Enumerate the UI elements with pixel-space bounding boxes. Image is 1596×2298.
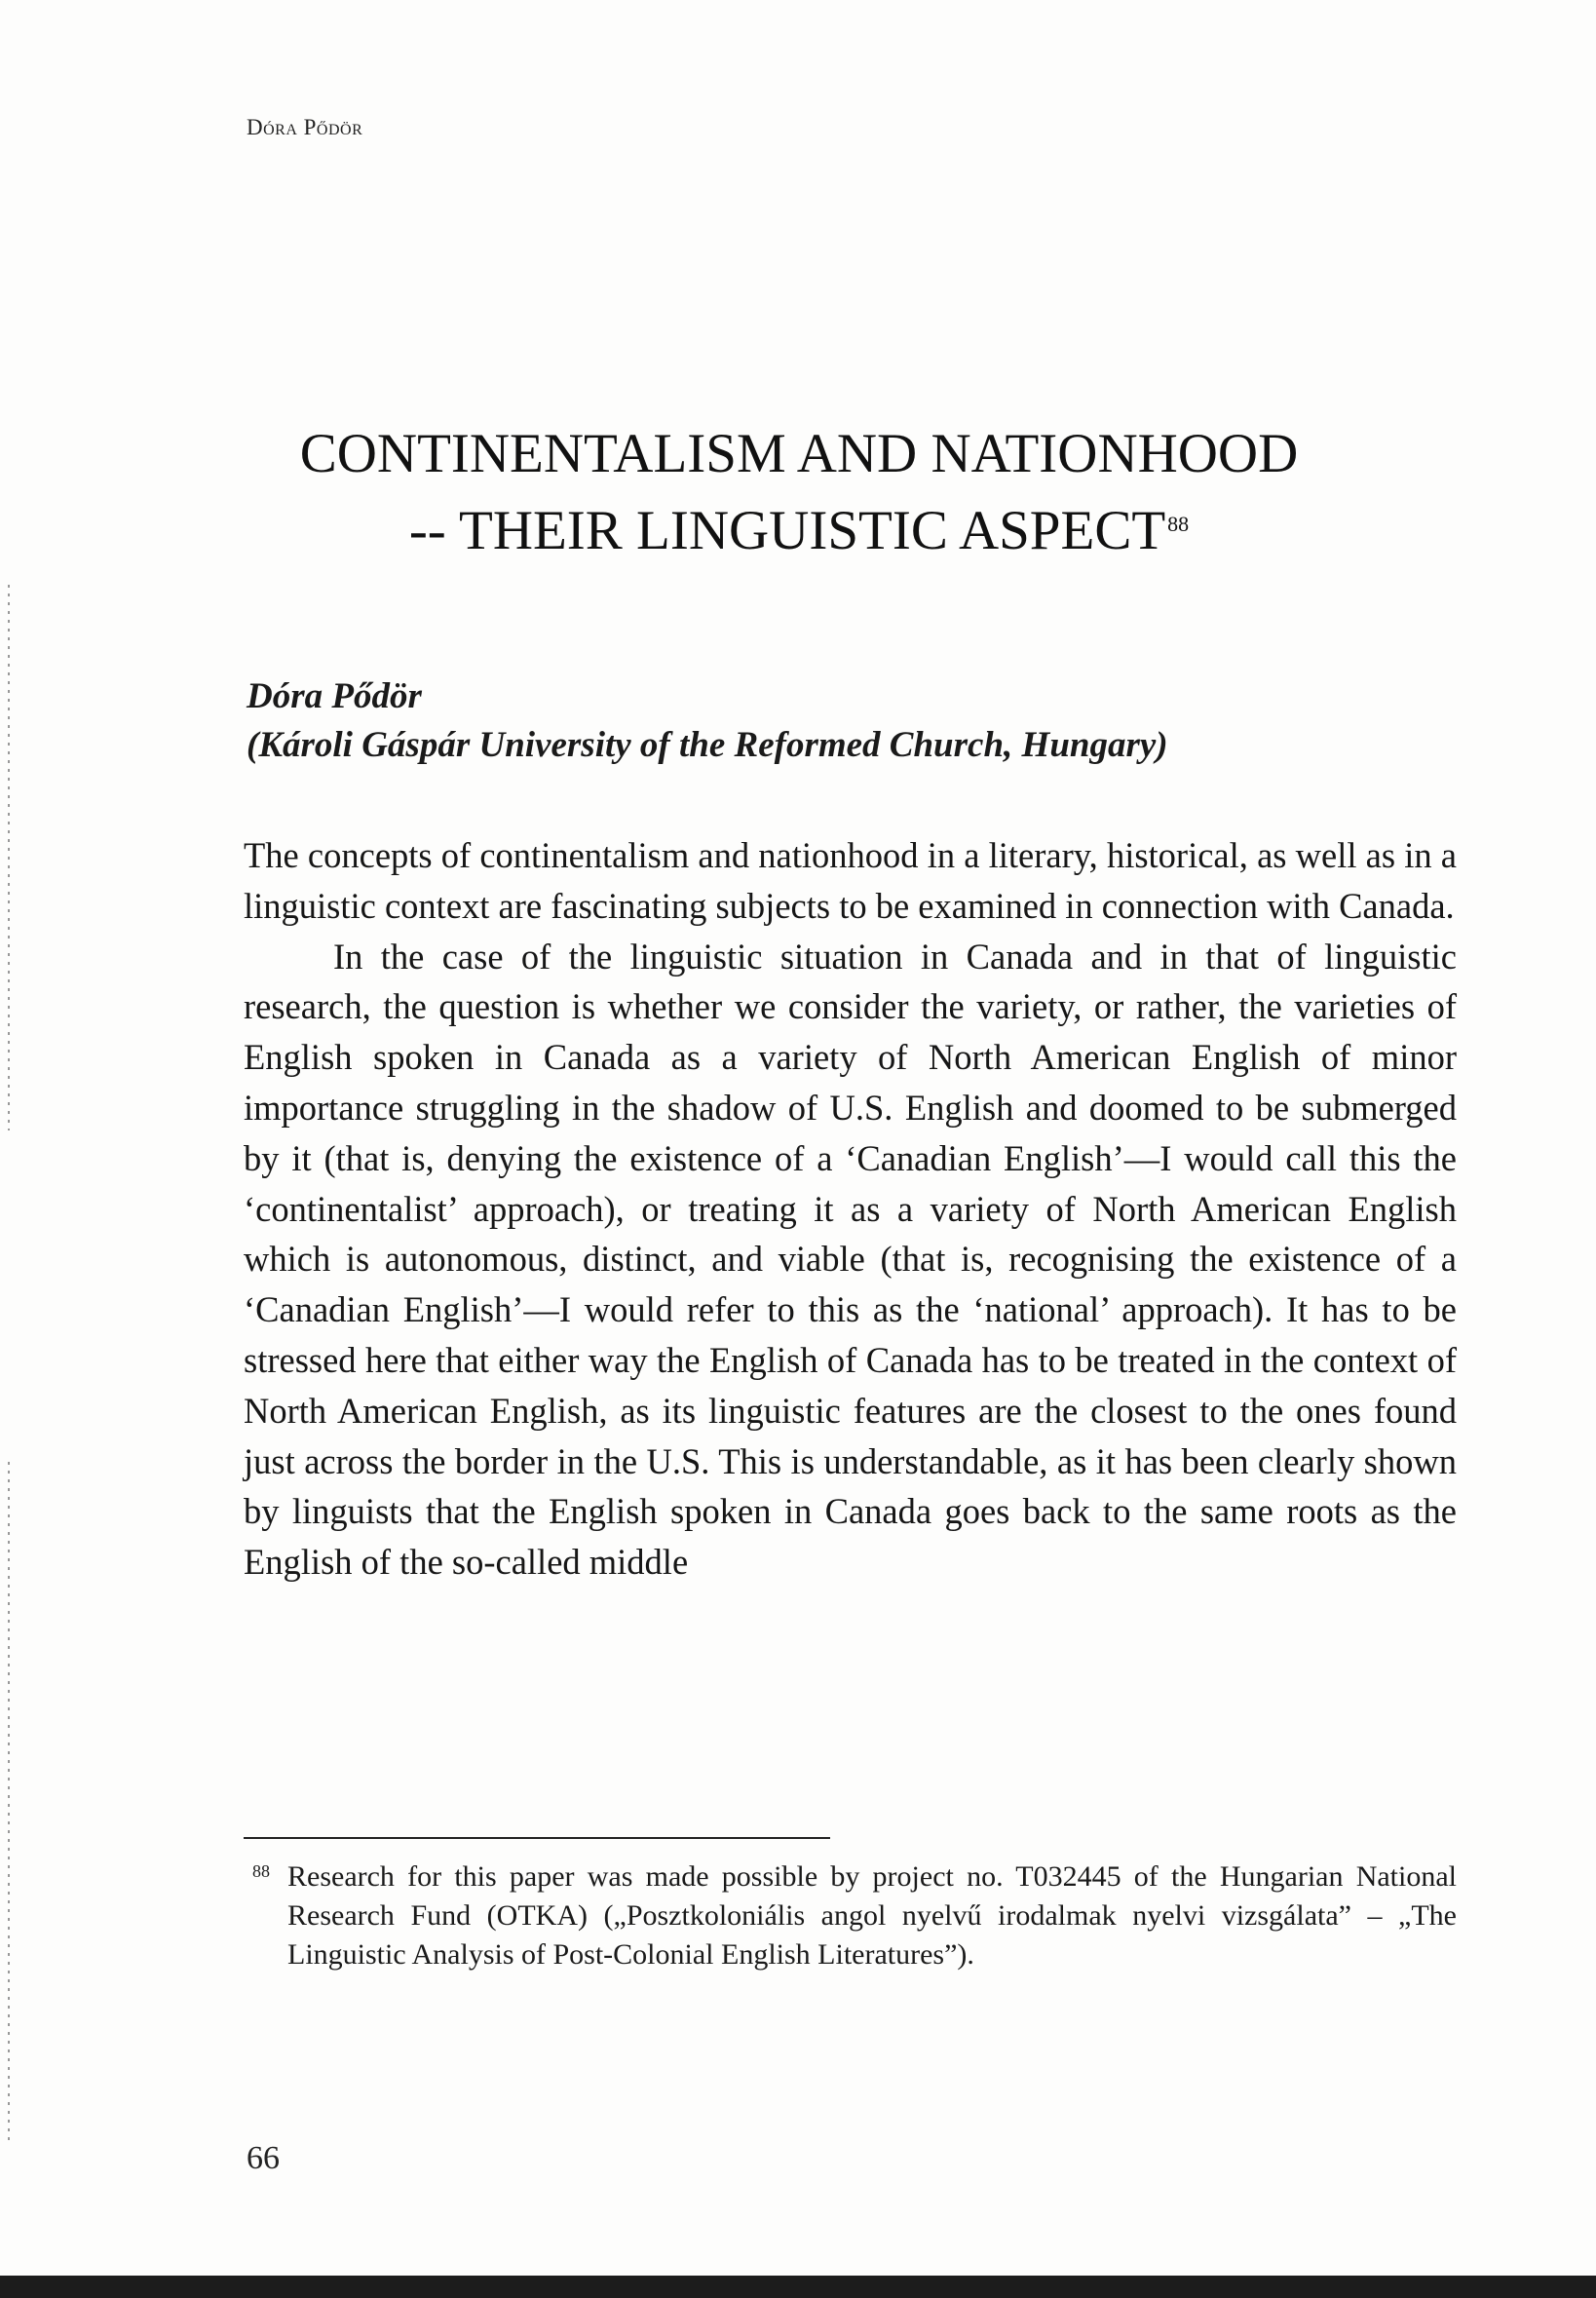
author-affiliation: (Károli Gáspár University of the Reformed Church, Hungary) (247, 725, 1168, 765)
title-line-2: -- THEIR LINGUISTIC ASPECT (408, 500, 1166, 561)
body-paragraph-2: In the case of the linguistic situation in Canada and in that of linguistic research, the question is whether we consider the variety, or rather, the varieties of English spoken in Canada as a variety of North American English of minor importance struggling in the shadow of U.S. English and doomed to be submerged by it (that is, denying the existence of a ‘Canadian English’—I would call this the ‘continentalist’ approach), or treating it as a variety of North American English which is autonomous, distinct, and viable (that is, recognising the existence of a ‘Canadian English’—I would refer to this as the ‘national’ approach). It has to be stressed here that either way the English of Canada has to be treated in the context of North American English, as its linguistic features are the closest to the ones found just across the border in the U.S. This is understandable, as it has been clearly shown by linguists that the English spoken in Canada goes back to the same roots as the English of the so-called middle (244, 936, 1457, 1583)
title-footnote-ref: 88 (1167, 512, 1190, 536)
page-number: 66 (247, 2140, 280, 2176)
body-paragraph-1: The concepts of continentalism and nationhood in a literary, historical, as well as in a linguistic context are fascinating subjects to be examined in connection with Canada. (244, 835, 1457, 926)
article-body (244, 830, 1457, 1588)
author-block (247, 672, 1168, 770)
author-name: Dóra Pődör (247, 676, 422, 716)
footnote (252, 1858, 1457, 1974)
title-line-1: CONTINENTALISM AND NATIONHOOD (299, 423, 1299, 484)
footnote-mark: 88 (252, 1861, 270, 1881)
scan-bottom-edge (0, 2276, 1596, 2298)
footnote-divider (244, 1837, 830, 1839)
article-title (195, 419, 1403, 566)
scan-gutter-mark (8, 1462, 10, 2144)
footnote-text: Research for this paper was made possible by project no. T032445 of the Hungarian National Research Fund (OTKA) („Posztkoloniális angol nyelvű irodalmak nyelvi vizsgálata” – „The Linguistic Analysis of Post-Colonial English Literatures”). (287, 1860, 1457, 1971)
scan-gutter-mark (8, 585, 10, 1130)
running-head: Dóra Pődör (247, 115, 363, 139)
